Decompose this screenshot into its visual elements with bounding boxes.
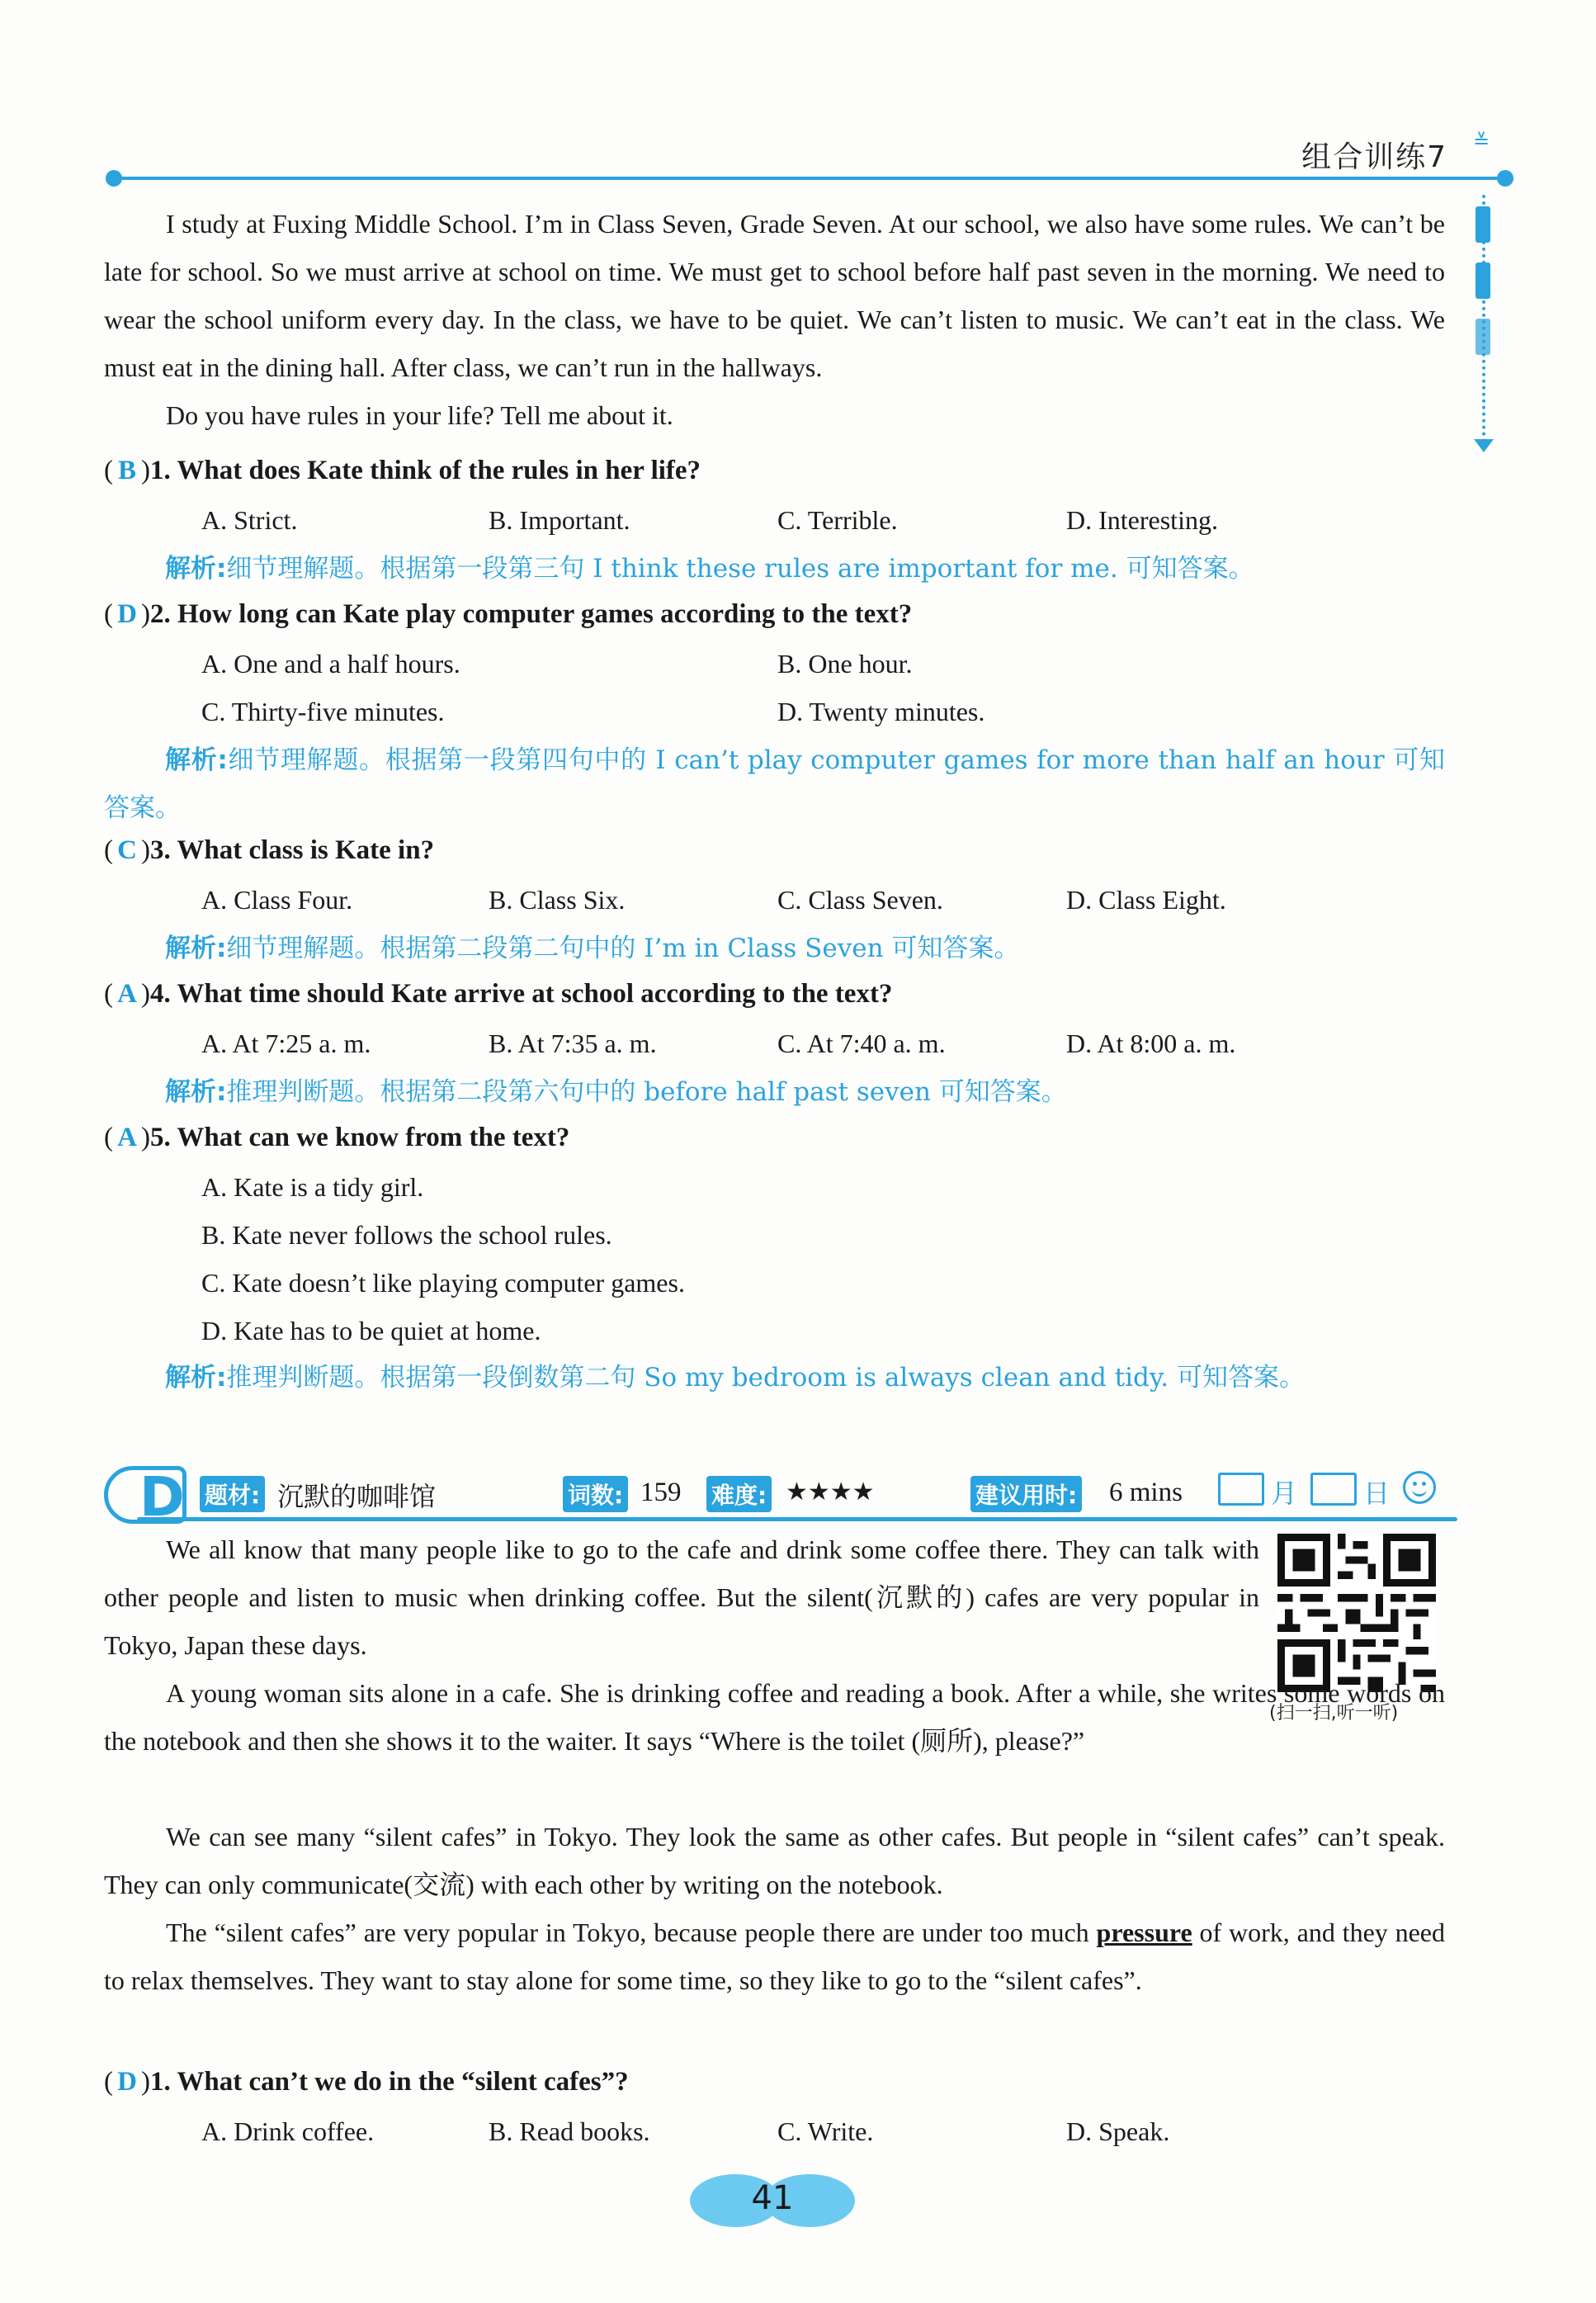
word-count-label: 词数: (563, 1476, 628, 1512)
option: D. At 8:00 a. m. (1066, 1029, 1236, 1058)
question-3: ( C )3. What class is Kate in? (104, 835, 435, 865)
header-title: 组合训练7 (1301, 140, 1447, 174)
option: C. Write. (777, 2116, 874, 2146)
option: C. Class Seven. (777, 885, 943, 915)
suggested-time-label: 建议用时: (970, 1476, 1082, 1512)
month-label: 月 (1271, 1478, 1298, 1509)
question-2: ( D )2. How long can Kate play computer games according to the text? (104, 599, 913, 629)
section-rule (137, 1517, 1457, 1521)
keyword-pressure: pressure (1096, 1918, 1192, 1947)
passage-paragraph: We can see many “silent cafes” in Tokyo. They look the same as other cafes. But people in “silent cafes” can’t speak. They can only communicate(交流) with each other by writing on the notebook. (104, 1822, 1445, 1899)
day-label: 日 (1363, 1478, 1391, 1509)
answer-mark: D (117, 2067, 137, 2097)
question-4: ( A )4. What time should Kate arrive at school according to the text? (104, 979, 893, 1009)
section-d-header (104, 1465, 1449, 1529)
option: C. Terrible. (777, 505, 898, 535)
header-rule (114, 177, 1507, 180)
explanation: 解析:细节理解题。根据第一段第四句中的 I can’t play computer games for more than half an hour 可知答案。 (104, 745, 1445, 823)
explanation: 解析:细节理解题。根据第二段第二句中的 I’m in Class Seven 可知答案。 (165, 934, 1020, 963)
answer-mark: C (117, 835, 137, 865)
question-1: ( B )1. What does Kate think of the rules in her life? (104, 456, 701, 485)
side-arrow-icon (1474, 439, 1494, 452)
side-marker-1 (1476, 206, 1490, 243)
topic-value: 沉默的咖啡馆 (277, 1481, 437, 1512)
day-box[interactable] (1310, 1473, 1357, 1506)
passage-paragraph: I study at Fuxing Middle School. I’m in Class Seven, Grade Seven. At our school, we also have some rules. We can’t be late for school. So we must arrive at school on time. We must get to school before half past seven in the morning. We need to wear the school uniform every day. In the class, we have to be quiet. We can’t listen to music. We can’t eat in the class. We must eat in the dining hall. After class, we can’t run in the hallways. (104, 209, 1445, 382)
option: A. At 7:25 a. m. (201, 1029, 371, 1058)
option: A. Drink coffee. (201, 2116, 375, 2146)
explanation: 解析:细节理解题。根据第一段第三句 I think these rules are important for me. 可知答案。 (165, 554, 1254, 584)
passage-paragraph: We all know that many people like to go to the cafe and drink some coffee there. They can talk with other people and listen to music when drinking coffee. But the silent(沉默的) cafes are very popular in Tokyo, Japan these days. (104, 1535, 1259, 1660)
answer-mark: A (117, 979, 137, 1009)
option: A. Kate is a tidy girl. (201, 1172, 424, 1202)
difficulty-label: 难度: (706, 1476, 772, 1512)
word-count-value: 159 (640, 1478, 682, 1507)
explanation: 解析:推理判断题。根据第一段倒数第二句 So my bedroom is always clean and tidy. 可知答案。 (165, 1363, 1305, 1393)
option: B. Read books. (489, 2116, 650, 2146)
suggested-time-value: 6 mins (1109, 1478, 1183, 1507)
option: B. Class Six. (489, 885, 626, 915)
option: B. At 7:35 a. m. (489, 1029, 657, 1058)
option: D. Twenty minutes. (777, 697, 985, 726)
page-number-badge (690, 2169, 855, 2232)
passage-paragraph: A young woman sits alone in a cafe. She is drinking coffee and reading a book. After a while, she writes some words on the notebook and then she shows it to the waiter. It says “Where is the toilet (厕所), please?” (104, 1678, 1445, 1756)
answer-mark: D (117, 599, 137, 629)
passage-paragraph: The “silent cafes” are very popular in Tokyo, because people there are under too much pressure of work, and they need to relax themselves. They want to stay alone for some time, so they like to go to the “silent cafes”. (104, 1918, 1446, 1995)
option: C. Kate doesn’t like playing computer games. (201, 1268, 685, 1298)
topic-label: 题材: (200, 1476, 265, 1512)
option: D. Class Eight. (1066, 885, 1226, 915)
option: A. One and a half hours. (201, 649, 460, 679)
header-right-dot (1497, 170, 1513, 187)
option: D. Speak. (1066, 2116, 1170, 2146)
option: D. Kate has to be quiet at home. (201, 1316, 541, 1345)
option: B. One hour. (777, 649, 913, 679)
month-box[interactable] (1218, 1473, 1264, 1506)
option: D. Interesting. (1066, 505, 1218, 535)
passage-paragraph: Do you have rules in your life? Tell me about it. (166, 400, 673, 430)
option: A. Class Four. (201, 885, 353, 915)
chevron-down-icon: ≚ (1473, 130, 1490, 153)
question-5: ( A )5. What can we know from the text? (104, 1123, 570, 1152)
difficulty-stars: ★★★★ (786, 1478, 875, 1506)
option: C. Thirty-five minutes. (201, 697, 445, 726)
section-letter-badge: D (104, 1466, 187, 1524)
answer-mark: B (117, 456, 136, 485)
explanation: 解析:推理判断题。根据第二段第六句中的 before half past seven 可知答案。 (165, 1077, 1067, 1107)
question-d1: ( D )1. What can’t we do in the “silent cafes”? (104, 2067, 629, 2097)
option: B. Kate never follows the school rules. (201, 1220, 612, 1250)
answer-mark: A (117, 1123, 137, 1152)
option: B. Important. (489, 505, 630, 535)
page-number: 41 (751, 2179, 794, 2217)
smiley-icon (1403, 1471, 1436, 1504)
option: C. At 7:40 a. m. (777, 1029, 946, 1058)
side-marker-3 (1476, 319, 1490, 355)
side-marker-2 (1476, 262, 1490, 299)
qr-caption: (扫一扫,听一听) (1269, 1703, 1399, 1724)
option: A. Strict. (201, 505, 298, 535)
